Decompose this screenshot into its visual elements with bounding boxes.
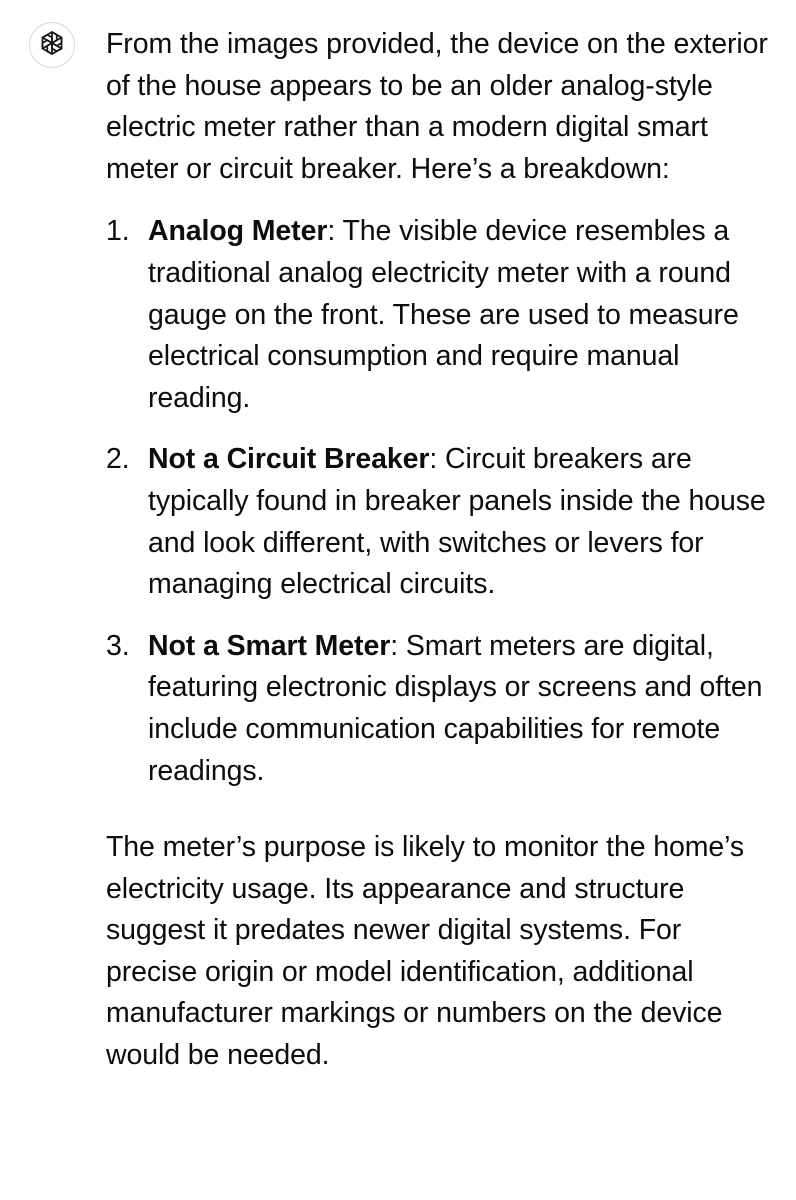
list-number: 2. [106, 443, 130, 476]
list-item [106, 626, 778, 792]
list-number: 3. [106, 629, 130, 662]
openai-logo-icon [37, 28, 67, 63]
list-text: : The visible device resembles a traditional analog electricity meter with a round gauge on the front. These are used to measure electrical consumption and require manual reading. [148, 215, 739, 414]
breakdown-list [106, 211, 778, 792]
list-term: Analog Meter [148, 215, 328, 248]
list-item [106, 439, 778, 605]
list-term: Not a Circuit Breaker [148, 443, 430, 476]
list-number: 1. [106, 215, 130, 248]
intro-paragraph: From the images provided, the device on the exterior of the house appears to be an older analog-style electric meter rather than a modern digital smart meter or circuit breaker. Here’s a breakdown: [106, 28, 768, 185]
list-item [106, 211, 778, 419]
message-content [106, 24, 778, 1077]
list-text: : Circuit breakers are typically found in breaker panels inside the house and look different, with switches or levers for managing electrical circuits. [148, 443, 766, 601]
conclusion-paragraph: The meter’s purpose is likely to monitor the home’s electricity usage. Its appearance and structure suggest it predates newer digital systems. For precise origin or model identification, additional manufacturer markings or numbers on the device would be needed. [106, 831, 745, 1072]
list-term: Not a Smart Meter [148, 629, 391, 662]
assistant-avatar [29, 22, 75, 68]
list-text: : Smart meters are digital, featuring electronic displays or screens and often include communication capabilities for remote readings. [148, 629, 763, 787]
